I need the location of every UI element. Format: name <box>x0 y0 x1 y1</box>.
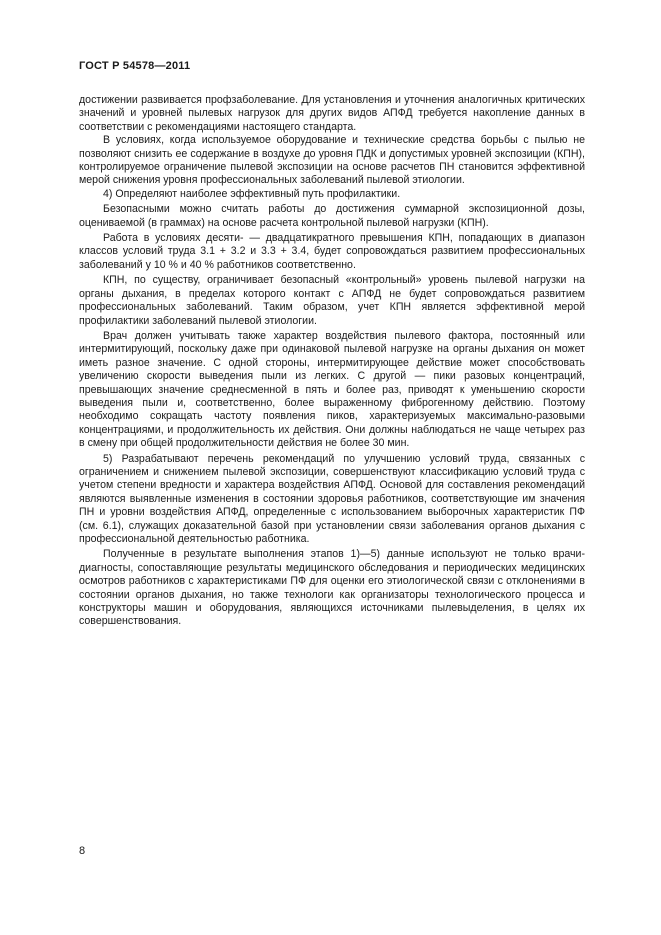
body-text <box>79 94 585 629</box>
paragraph-step-5: 5) Разрабатывают перечень рекомендаций по улучшению условий труда, связанных с ограничением и снижением пылевой экспозиции, совершенствуют классификацию условий труда с учетом степени вредности и характера воздействия АПФД. Основой для составления рекомендаций являются выявленные изменения в состоянии здоровья работников, соответствующие им значения ПН и уровни воздействия АПФД, определенные с использованием выборочных характеристик ПФ (см. 6.1), служащих доказательной базой при установлении связи заболевания органов дыхания с профессиональной деятельностью работника. <box>79 452 585 545</box>
paragraph-dust-control: В условиях, когда используемое оборудование и технические средства борьбы с пылью не позволяют снизить ее содержание в воздухе до уровня ПДК и допустимых уровней экспозиции (КПН), контролируемое ограничение пылевой экспозиции на основе расчетов ПН становится эффективной мерой снижения уровня профессиональных заболеваний пылевой этиологии. <box>79 134 585 187</box>
paragraph-safe-work: Безопасными можно считать работы до достижения суммарной экспозиционной дозы, оцениваемой (в граммах) на основе расчета контрольной пылевой нагрузки (КПН). <box>79 203 585 229</box>
paragraph-continuation: достижении развивается профзаболевание. Для установления и уточнения аналогичных критических значений и уровней пылевых нагрузок для других видов АПФД требуется накопление данных в соответствии с рекомендациями настоящего стандарта. <box>79 94 585 133</box>
paragraph-results: Полученные в результате выполнения этапов 1)—5) данные используют не только врачи-диагносты, сопоставляющие результаты медицинского обследования и периодических медицинских осмотров работников с характеристиками ПФ для оценки его этиологической связи с отклонениями в состоянии органов дыхания, но также технологи как организаторы технологического процесса и конструкторы машин и оборудования, являющихся источниками пылевыделения, в целях их совершенствования. <box>79 548 585 628</box>
paragraph-exceedance: Работа в условиях десяти- — двадцатикратного превышения КПН, попадающих в диапазон классов условий труда 3.1 + 3.2 и 3.3 + 3.4, будет сопровождаться развитием профессиональных заболеваний у 10 % и 40 % работников соответственно. <box>79 232 585 271</box>
paragraph-step-4: 4) Определяют наиболее эффективный путь профилактики. <box>103 187 401 200</box>
standard-header: ГОСТ Р 54578—2011 <box>79 60 191 72</box>
paragraph-kpn: КПН, по существу, ограничивает безопасный «контрольный» уровень пылевой нагрузки на органы дыхания, в пределах которого контакт с АПФД не будет сопровождаться развитием профессиональных заболеваний. Таким образом, учет КПН является эффективной мерой профилактики заболеваний пылевой этиологии. <box>79 274 585 327</box>
page-number: 8 <box>79 845 86 857</box>
paragraph-doctor: Врач должен учитывать также характер воздействия пылевого фактора, постоянный или интермитирующий, поскольку даже при одинаковой пылевой нагрузке на органы дыхания он может иметь разное значение. С одной стороны, интермитирующее действие может способствовать увеличению скорости выведения пыли из легких. С другой — пики разовых концентраций, превышающих значение среднесменной в пять и более раз, приводят к уменьшению скорости выведения пыли и, соответственно, более выраженному фиброгенному действию. Поэтому необходимо сокращать частоту появления пиков, характеризуемых максимально-разовыми концентрациями, и продолжительность их действия. Они должны наблюдаться не чаще четырех раз в смену при общей продолжительности действия не более 30 мин. <box>79 329 585 450</box>
